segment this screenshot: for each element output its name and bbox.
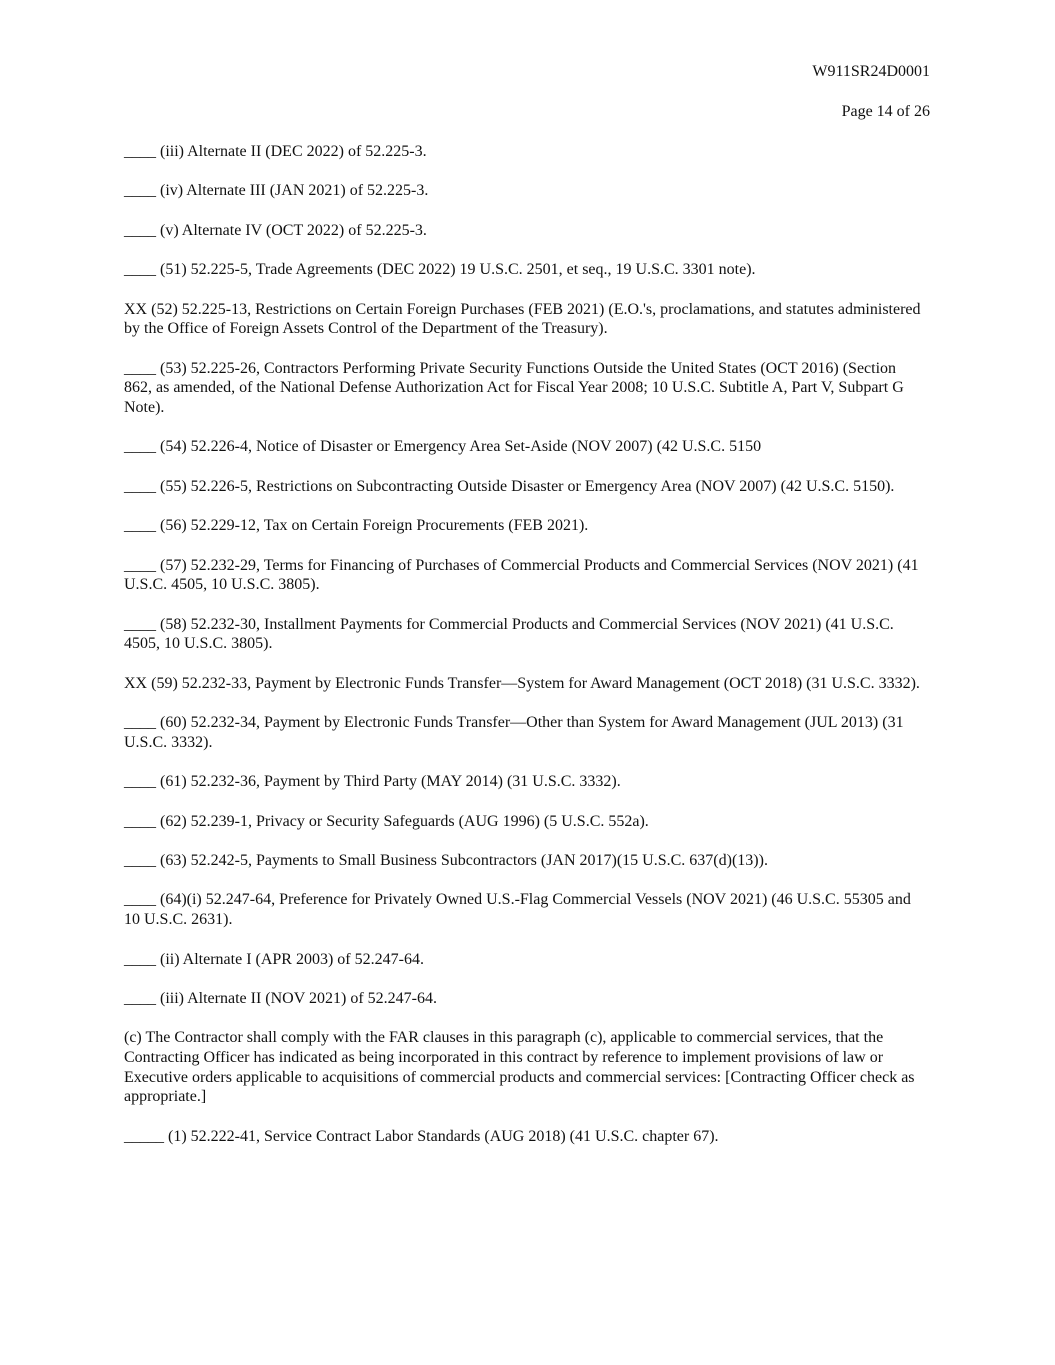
clause-paragraph: ____ (iii) Alternate II (DEC 2022) of 52.225-3. bbox=[124, 143, 427, 160]
clause-paragraph: XX (52) 52.225-13, Restrictions on Certain Foreign Purchases (FEB 2021) (E.O.'s, proclamations, and statutes administered by the Office of Foreign Assets Control of the Department of the Treasury). bbox=[124, 300, 921, 338]
clause-paragraph: _____ (1) 52.222-41, Service Contract Labor Standards (AUG 2018) (41 U.S.C. chapter 67). bbox=[124, 1127, 719, 1145]
clause-paragraph: ____ (58) 52.232-30, Installment Payments for Commercial Products and Commercial Services (NOV 2021) (41 U.S.C. 4505, 10 U.S.C. 3805). bbox=[124, 615, 894, 653]
section-c-paragraph: (c) The Contractor shall comply with the FAR clauses in this paragraph (c), applicable to commercial services, that the Contracting Officer has indicated as being incorporated in this contract by reference to implement provisions of law or Executive orders applicable to acquisitions of commercial products and commercial services: [Contracting Officer check as appropriate.] bbox=[124, 1029, 915, 1106]
clause-paragraph: ____ (62) 52.239-1, Privacy or Security Safeguards (AUG 1996) (5 U.S.C. 552a). bbox=[124, 812, 649, 830]
page-number: Page 14 of 26 bbox=[841, 103, 930, 120]
clause-paragraph: XX (59) 52.232-33, Payment by Electronic Funds Transfer—System for Award Management (OCT 2018) (31 U.S.C. 3332). bbox=[124, 674, 920, 692]
clause-paragraph: ____ (iv) Alternate III (JAN 2021) of 52.225-3. bbox=[124, 182, 429, 200]
clause-paragraph: ____ (60) 52.232-34, Payment by Electronic Funds Transfer—Other than System for Award Management (JUL 2013) (31 U.S.C. 3332). bbox=[124, 714, 904, 751]
clause-paragraph: ____ (61) 52.232-36, Payment by Third Party (MAY 2014) (31 U.S.C. 3332). bbox=[124, 773, 621, 791]
clause-paragraph: ____ (55) 52.226-5, Restrictions on Subcontracting Outside Disaster or Emergency Area (NOV 2007) (42 U.S.C. 5150). bbox=[124, 477, 895, 495]
clause-paragraph: ____ (64)(i) 52.247-64, Preference for Privately Owned U.S.-Flag Commercial Vessels (NOV 2021) (46 U.S.C. 55305 and 10 U.S.C. 2631). bbox=[124, 891, 911, 929]
clause-paragraph: ____ (63) 52.242-5, Payments to Small Business Subcontractors (JAN 2017)(15 U.S.C. 637(d)(13)). bbox=[124, 852, 768, 870]
page-header bbox=[812, 62, 930, 122]
clause-paragraph: ____ (ii) Alternate I (APR 2003) of 52.247-64. bbox=[124, 950, 424, 968]
clause-paragraph: ____ (54) 52.226-4, Notice of Disaster or Emergency Area Set-Aside (NOV 2007) (42 U.S.C. 5150 bbox=[124, 438, 762, 456]
clause-paragraph: ____ (56) 52.229-12, Tax on Certain Foreign Procurements (FEB 2021). bbox=[124, 517, 589, 535]
clause-paragraph: ____ (51) 52.225-5, Trade Agreements (DEC 2022) 19 U.S.C. 2501, et seq., 19 U.S.C. 3301 note). bbox=[124, 261, 756, 279]
clause-paragraph: ____ (53) 52.225-26, Contractors Performing Private Security Functions Outside the United States (OCT 2016) (Section 862, as amended, of the National Defense Authorization Act for Fiscal Year 2008; 10 U.S.C. Subtitle A, Part V, Subpart G Note). bbox=[124, 359, 904, 417]
clause-list bbox=[124, 142, 924, 1166]
clause-paragraph: ____ (57) 52.232-29, Terms for Financing of Purchases of Commercial Products and Commercial Services (NOV 2021) (41 U.S.C. 4505, 10 U.S.C. 3805). bbox=[124, 556, 919, 594]
clause-paragraph: ____ (iii) Alternate II (NOV 2021) of 52.247-64. bbox=[124, 989, 437, 1007]
document-id: W911SR24D0001 bbox=[812, 63, 930, 80]
clause-paragraph: ____ (v) Alternate IV (OCT 2022) of 52.225-3. bbox=[124, 221, 427, 239]
